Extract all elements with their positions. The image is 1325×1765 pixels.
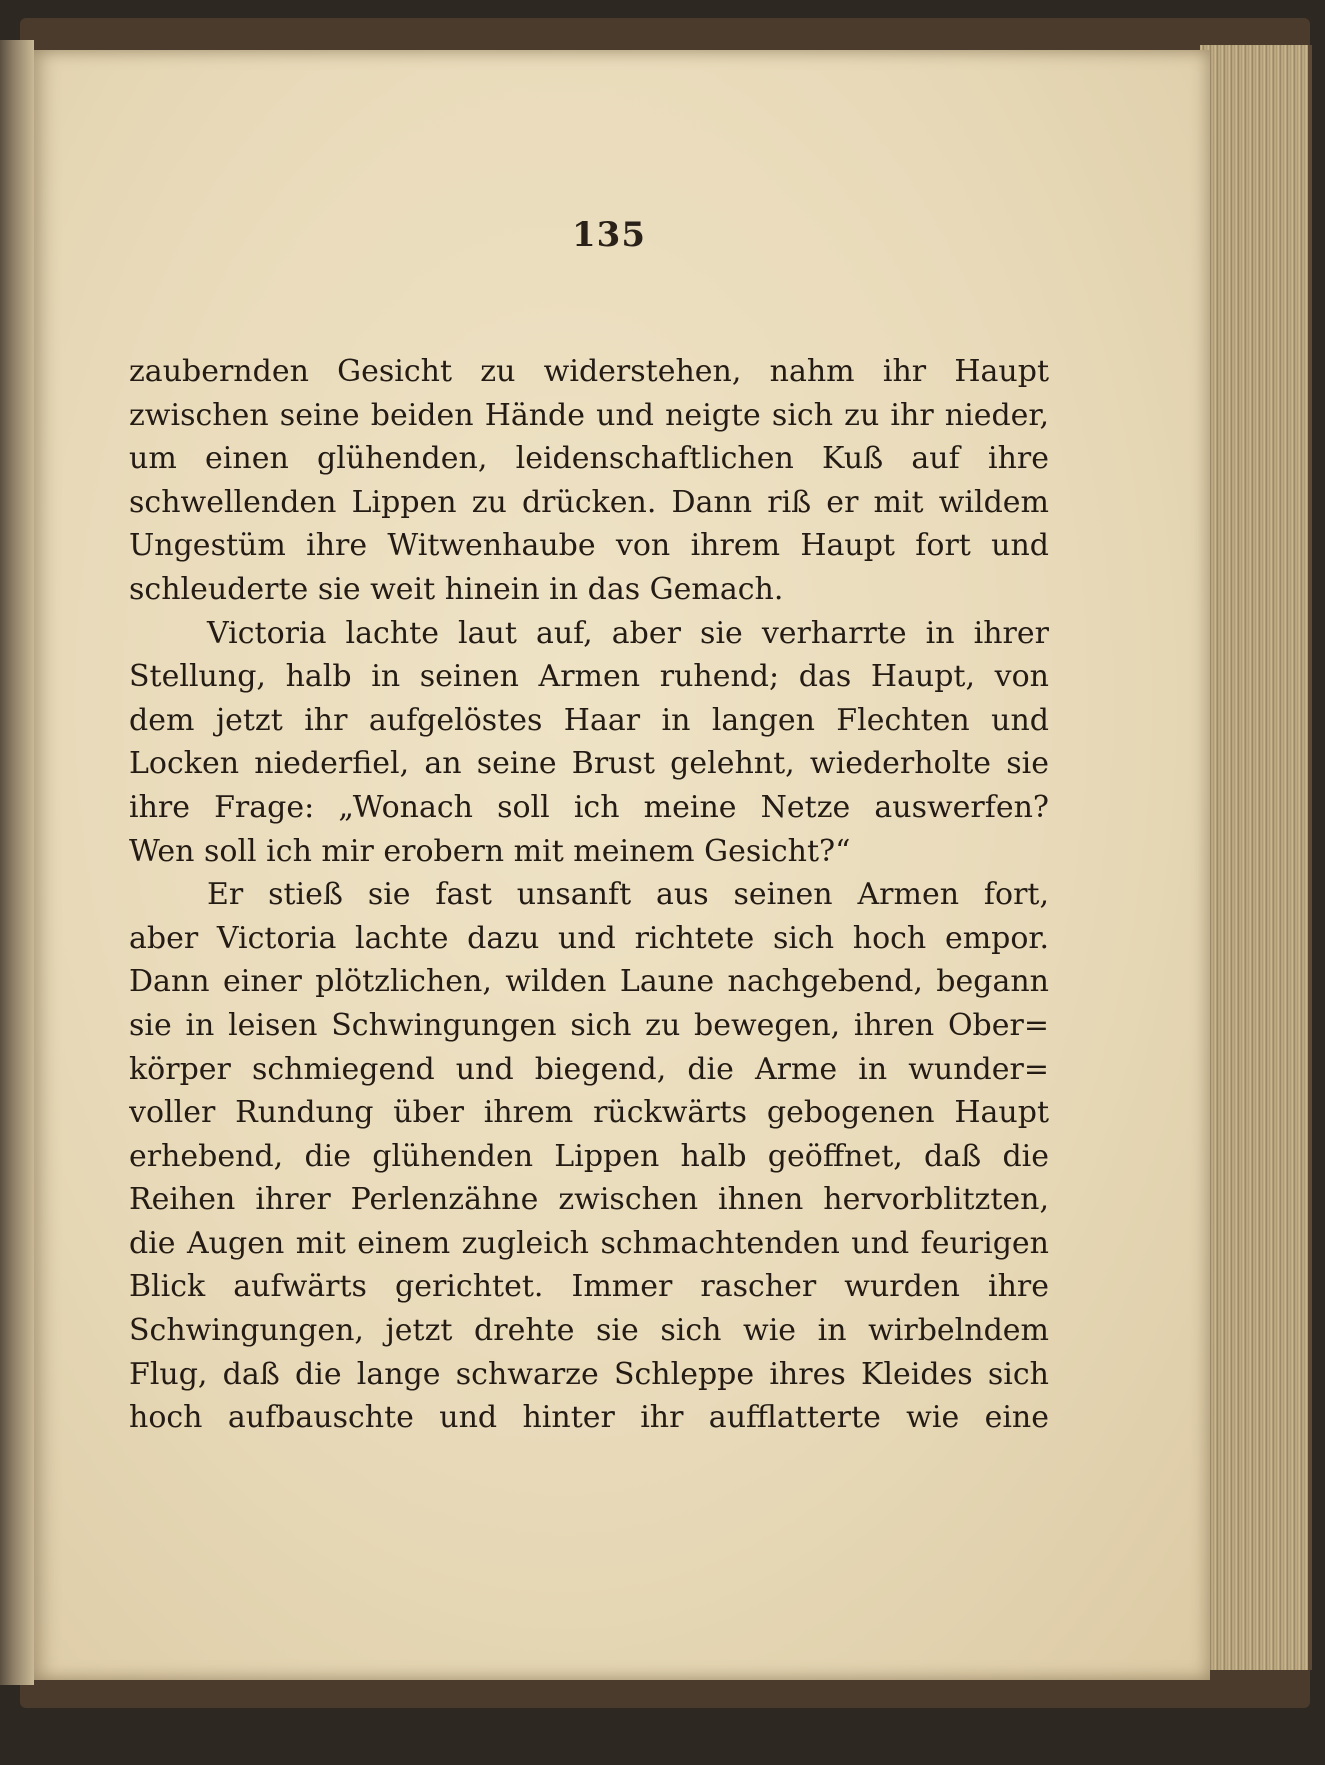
text-line: zwischen seine beiden Hände und neigte sich zu ihr nieder, <box>129 397 1049 433</box>
page-number: 135 <box>572 215 646 255</box>
text-line: Ungestüm ihre Witwenhaube von ihrem Haupt fort und <box>129 528 1049 564</box>
text-line: Victoria lachte laut auf, aber sie verharrte in ihrer <box>207 615 1049 651</box>
text-line: sie in leisen Schwingungen sich zu bewegen, ihren Ober= <box>129 1007 1049 1043</box>
book-page <box>34 50 1210 1680</box>
text-line: schwellenden Lippen zu drücken. Dann riß er mit wildem <box>129 484 1049 520</box>
text-line: Dann einer plötzlichen, wilden Laune nachgebend, begann <box>129 964 1049 1000</box>
text-line: Schwingungen, jetzt drehte sie sich wie in wirbelndem <box>129 1313 1049 1349</box>
text-line: erhebend, die glühenden Lippen halb geöffnet, daß die <box>129 1138 1049 1174</box>
text-line: aber Victoria lachte dazu und richtete sich hoch empor. <box>129 920 1049 956</box>
text-line: Stellung, halb in seinen Armen ruhend; das Haupt, von <box>129 659 1049 695</box>
text-line: Er stieß sie fast unsanft aus seinen Armen fort, <box>207 877 1049 913</box>
text-line: Wen soll ich mir erobern mit meinem Gesicht?“ <box>129 833 851 869</box>
text-line: Blick aufwärts gerichtet. Immer rascher wurden ihre <box>129 1269 1049 1305</box>
text-line: körper schmiegend und biegend, die Arme in wunder= <box>129 1051 1049 1087</box>
text-line: zaubernden Gesicht zu widerstehen, nahm ihr Haupt <box>129 354 1049 389</box>
body-text <box>129 350 1049 1440</box>
text-line: Locken niederfiel, an seine Brust gelehnt, wiederholte sie <box>129 746 1049 782</box>
text-line: um einen glühenden, leidenschaftlichen Kuß auf ihre <box>129 441 1049 477</box>
text-line: die Augen mit einem zugleich schmachtenden und feurigen <box>129 1225 1049 1261</box>
text-line: schleuderte sie weit hinein in das Gemach. <box>129 571 784 607</box>
book-binding <box>0 40 34 1685</box>
text-line: dem jetzt ihr aufgelöstes Haar in langen Flechten und <box>129 702 1049 738</box>
text-line: Flug, daß die lange schwarze Schleppe ihres Kleides sich <box>129 1356 1049 1392</box>
text-line: Reihen ihrer Perlenzähne zwischen ihnen hervorblitzten, <box>129 1182 1049 1218</box>
text-line: hoch aufbauschte und hinter ihr aufflatterte wie eine <box>129 1400 1049 1436</box>
page-edges <box>1200 45 1312 1670</box>
text-line: voller Rundung über ihrem rückwärts gebogenen Haupt <box>129 1095 1049 1131</box>
text-line: ihre Frage: „Wonach soll ich meine Netze auswerfen? <box>129 789 1049 825</box>
